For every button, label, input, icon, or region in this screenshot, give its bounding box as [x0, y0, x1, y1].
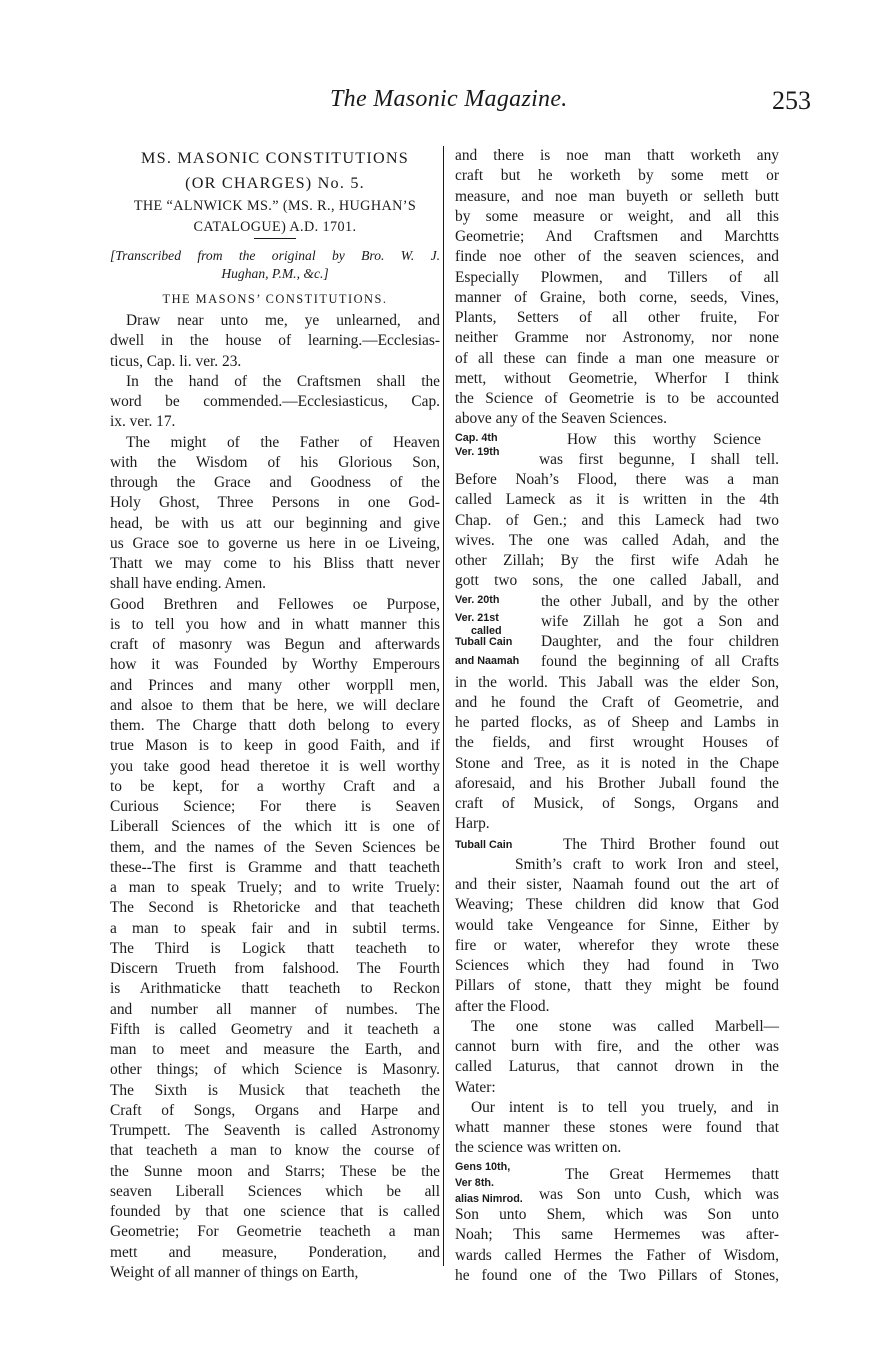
- text-line: and Princes and many other worppll men,: [110, 676, 440, 694]
- text-line: Craft of Songs, Organs and Harpe and: [110, 1101, 440, 1119]
- text-line: in the world. This Jaball was the elder Son,: [455, 673, 779, 691]
- text-line: craft of Musick, of Songs, Organs and: [455, 795, 779, 812]
- text-line: The Third is Logick thatt teacheth to: [110, 939, 440, 957]
- text-line: that teacheth a man to know the course of: [110, 1142, 440, 1160]
- text-line: man to meet and measure the Earth, and: [110, 1041, 440, 1058]
- article-subtitle-line: THE “ALNWICK MS.” (MS. R., HUGHAN’S: [133, 198, 417, 214]
- text-line: Harp.: [455, 815, 490, 833]
- text-line: aforesaid, and his Brother Juball found the: [455, 774, 779, 792]
- text-line: Holy Ghost, Three Persons in one God-: [110, 494, 440, 512]
- text-line: these--The first is Gramme and thatt teacheth: [110, 858, 440, 876]
- text-line: by some measure or weight, and all this: [455, 207, 779, 225]
- marginal-note-block: [455, 430, 779, 471]
- text-line: and number all manner of numbes. The: [110, 1000, 440, 1018]
- marginal-note: and Naamah: [455, 655, 520, 668]
- marginal-note: Ver. 19th: [455, 445, 500, 458]
- page-number: 253: [772, 86, 811, 115]
- text-line: and there is noe man thatt worketh any: [455, 147, 779, 164]
- text-line: Discern Trueth from falshood. The Fourth: [110, 960, 440, 977]
- text-line: wards called Hermes the Father of Wisdom,: [455, 1246, 779, 1264]
- text-line: and alsoe to them that be here, we will declare: [110, 696, 440, 714]
- text-line: us Grace soe to governe us here in oe Liveing,: [110, 534, 440, 552]
- text-line: gott two sons, the one called Jaball, and: [455, 572, 779, 590]
- article-subtitle-line: CATALOGUE) A.D. 1701.: [193, 219, 357, 235]
- text-line: The one stone was called Marbell—: [471, 1017, 779, 1035]
- text-line: he found one of the Two Pillars of Stones,: [455, 1266, 779, 1284]
- text-line: the science was written on.: [455, 1139, 622, 1157]
- text-line: other things; of which Science is Masonry.: [110, 1061, 440, 1079]
- left-column: [110, 146, 440, 1283]
- text-line: Water:: [455, 1078, 496, 1096]
- text-line: is to tell you how and in whatt manner this: [110, 615, 440, 633]
- text-line: the fields, and first wrought Houses of: [455, 734, 779, 752]
- text-line: Weaving; These children did know that God: [455, 896, 779, 914]
- right-column: [455, 146, 779, 1286]
- text-line: The Sixth is Musick that teacheth the: [110, 1081, 440, 1099]
- article-title-line: (OR CHARGES) No. 5.: [185, 174, 365, 192]
- text-line: The might of the Father of Heaven: [126, 433, 440, 451]
- marginal-note: Cap. 4th: [455, 431, 498, 444]
- text-line: word be commended.—Ecclesiasticus, Cap.: [110, 393, 440, 410]
- text-line: Especially Plowmen, and Tillers of all: [455, 268, 779, 286]
- text-line: Pillars of stone, thatt they might be found: [455, 977, 779, 995]
- marginal-note: alias Nimrod.: [455, 1192, 523, 1205]
- article-title-line: MS. MASONIC CONSTITUTIONS: [141, 149, 409, 167]
- text-line: Liberall Sciences of the which itt is one of: [110, 818, 440, 836]
- text-line: neither Gramme nor Astronomy, nor none: [455, 329, 779, 347]
- text-line: wife Zillah he got a Son and: [541, 612, 779, 630]
- text-line: craft of masonry was Begun and afterwards: [110, 636, 440, 653]
- text-line: wives. The one was called Adah, and the: [455, 531, 779, 549]
- marginal-note-block: [455, 1160, 779, 1206]
- marginal-note-block: [455, 592, 779, 612]
- text-line: them. The Charge thatt doth belong to every: [110, 717, 440, 734]
- text-line: Plants, Setters of all other fruite, For: [455, 309, 779, 326]
- text-line: The Third Brother found out: [563, 835, 779, 853]
- marginal-note: Ver 8th.: [455, 1176, 495, 1189]
- text-line: Smith’s craft to work Iron and steel,: [515, 855, 779, 873]
- text-line: Chap. of Gen.; and this Lameck had two: [455, 511, 779, 529]
- text-line: of all these can finde a man one measure or: [455, 349, 779, 367]
- text-line: ix. ver. 17.: [110, 413, 176, 431]
- text-line: with the Wisdom of his Glorious Son,: [110, 453, 440, 471]
- section-heading: THE MASONS’ CONSTITUTIONS.: [162, 292, 388, 306]
- text-line: was first begunne, I shall tell.: [539, 450, 779, 468]
- text-line: cannot burn with fire, and the other was: [455, 1038, 779, 1055]
- text-line: he parted flocks, as of Sheep and Lambs in: [455, 714, 779, 731]
- text-line: would take Vengeance for Sinne, Either by: [455, 916, 779, 934]
- marginal-note-block: [455, 611, 779, 637]
- text-line: to be kept, for a worthy Craft and a: [110, 777, 440, 795]
- text-line: Curious Science; For there is Seaven: [110, 798, 440, 815]
- text-line: Draw near unto me, ye unlearned, and: [126, 312, 440, 329]
- text-line: above any of the Seaven Sciences.: [455, 410, 667, 428]
- text-line: other Zillah; By the first wife Adah he: [455, 552, 779, 569]
- text-line: The Great Hermemes thatt: [565, 1165, 779, 1183]
- running-header: [0, 86, 892, 120]
- text-line: dwell in the house of learning.—Ecclesias-: [110, 332, 440, 350]
- text-line: found the beginning of all Crafts: [541, 653, 779, 671]
- marginal-note: Gens 10th,: [455, 1160, 511, 1173]
- text-line: Weight of all manner of things on Earth,: [110, 1263, 359, 1281]
- text-line: measure, and noe man buyeth or selleth butt: [455, 187, 779, 205]
- text-line: through the Grace and Goodness of the: [110, 474, 440, 491]
- text-line: called Lameck as it is written in the 4th: [455, 491, 779, 509]
- transcription-note: [Transcribed from the original by Bro. W. J.: [110, 248, 440, 263]
- left-body-text: [110, 311, 440, 1283]
- text-line: the Science of Geometrie is to be accounted: [455, 390, 779, 407]
- text-line: how it was Founded by Worthy Emperours: [110, 656, 440, 674]
- text-line: Geometrie; And Craftsmen and Marchtts: [455, 228, 779, 245]
- text-line: shall have ending. Amen.: [110, 575, 267, 593]
- text-line: mett and measure, Ponderation, and: [110, 1243, 440, 1261]
- marginal-note: Tuball Cain: [455, 838, 513, 851]
- transcription-note: Hughan, P.M., &c.]: [221, 266, 329, 281]
- marginal-note: called: [471, 624, 502, 637]
- text-line: after the Flood.: [455, 997, 550, 1015]
- column-rule: [443, 146, 444, 1266]
- text-line: and he found the Craft of Geometrie, and: [455, 693, 779, 711]
- text-line: was Son unto Cush, which was: [539, 1185, 779, 1203]
- text-line: Geometrie; For Geometrie teacheth a man: [110, 1223, 440, 1241]
- text-line: How this worthy Science: [567, 430, 761, 448]
- text-line: called Laturus, that cannot drown in the: [455, 1058, 779, 1076]
- marginal-note: Ver. 21st: [455, 611, 499, 624]
- text-line: Daughter, and the four children: [541, 633, 779, 650]
- text-line: finde noe other of the seaven sciences, and: [455, 248, 779, 266]
- text-line: Good Brethren and Fellowes oe Purpose,: [110, 595, 440, 613]
- text-line: the Sunne moon and Starrs; These be the: [110, 1162, 440, 1180]
- text-line: Fifth is called Geometry and it teacheth a: [110, 1020, 440, 1038]
- marginal-note: Tuball Cain: [455, 636, 513, 648]
- text-line: The Second is Rhetoricke and that teacheth: [110, 899, 440, 917]
- marginal-note-block: [455, 632, 779, 652]
- text-line: them, and the names of the Seven Sciences be: [110, 838, 440, 856]
- text-line: true Mason is to keep in good Faith, and if: [110, 737, 440, 755]
- text-line: craft but he worketh by some mett or: [455, 167, 779, 185]
- text-line: the other Juball, and by the other: [541, 592, 779, 610]
- text-line: Our intent is to tell you truely, and in: [471, 1098, 779, 1116]
- text-line: you take good head theretoe it is well worthy: [110, 757, 440, 775]
- text-line: mett, without Geometrie, Wherfor I think: [455, 369, 779, 387]
- text-line: Before Noah’s Flood, there was a man: [455, 471, 779, 488]
- text-line: fire or water, wherefor they wrote these: [455, 936, 779, 954]
- marginal-note: Ver. 20th: [455, 593, 500, 606]
- running-title: The Masonic Magazine.: [330, 86, 568, 112]
- text-line: Stone and Tree, as it is noted in the Chape: [455, 754, 779, 772]
- text-line: Trumpett. The Seaventh is called Astronomy: [110, 1122, 440, 1139]
- text-line: a man to speak Truely; and to write Truely:: [110, 879, 440, 896]
- text-line: manner of Graine, both corne, seeds, Vines,: [455, 288, 779, 306]
- marginal-note-block: [455, 652, 779, 672]
- text-line: seaven Liberall Sciences which be all: [110, 1182, 440, 1200]
- text-line: founded by that one science that is called: [110, 1203, 440, 1220]
- text-line: a man to speak fair and in subtil terms.: [110, 919, 440, 937]
- text-line: whatt manner these stones were found that: [455, 1119, 779, 1136]
- text-line: Noah; This same Hermemes was after-: [455, 1226, 779, 1244]
- text-line: is Arithmaticke thatt teacheth to Reckon: [110, 980, 440, 998]
- text-line: In the hand of the Craftsmen shall the: [126, 372, 440, 390]
- text-line: ticus, Cap. li. ver. 23.: [110, 352, 242, 370]
- marginal-note-block: [455, 835, 779, 876]
- text-line: Sciences which they had found in Two: [455, 957, 779, 974]
- text-line: Thatt we may come to his Bliss thatt never: [110, 555, 440, 572]
- text-line: Son unto Shem, which was Son unto: [455, 1206, 779, 1223]
- text-line: and their sister, Naamah found out the art of: [455, 876, 779, 893]
- text-line: head, be with us att our beginning and give: [110, 514, 440, 532]
